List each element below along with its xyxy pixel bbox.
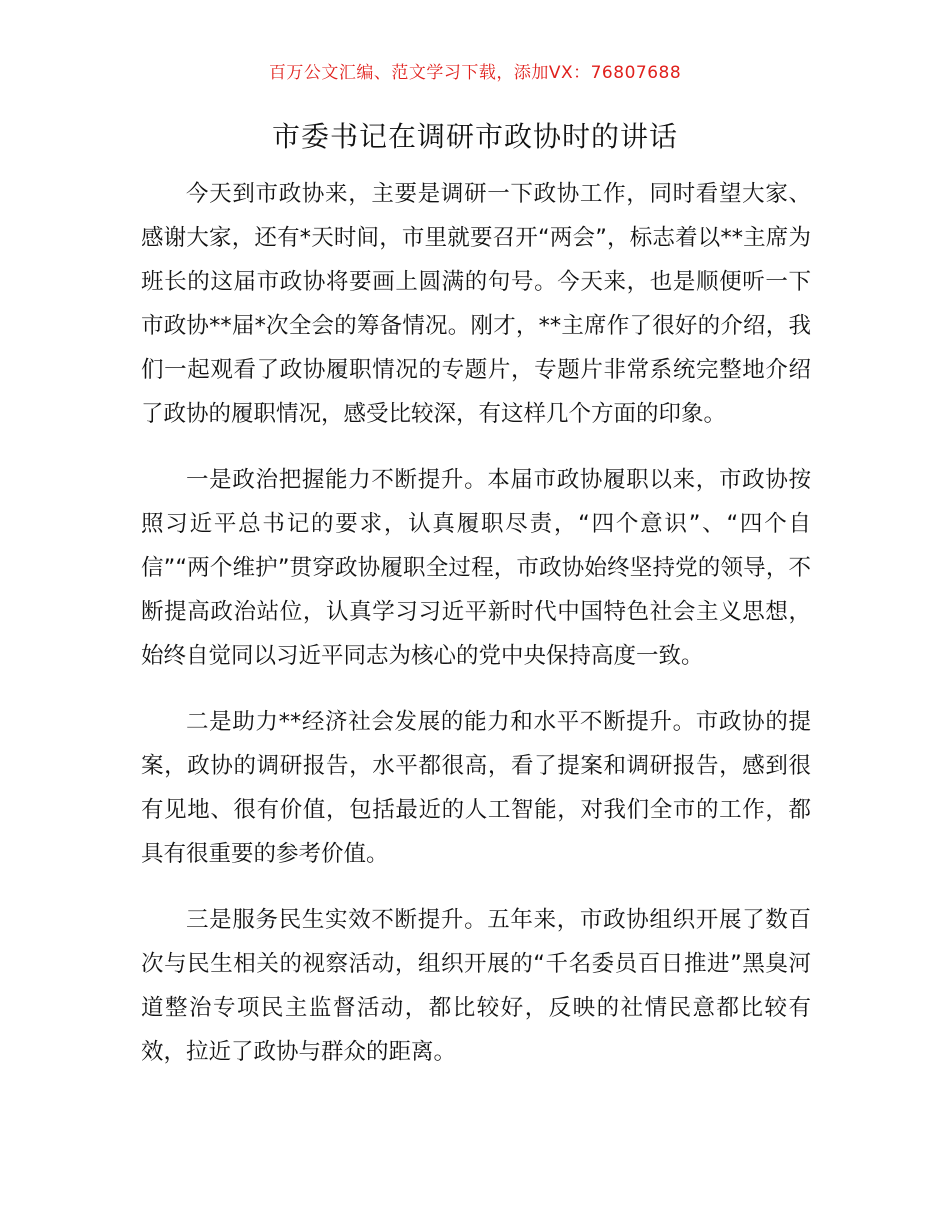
- paragraph-point-three: 三是服务民生实效不断提升。五年来，市政协组织开展了数百次与民生相关的视察活动，组织开展的“千名委员百日推进”黑臭河道整治专项民主监督活动，都比较好，反映的社情民意都比较有效，拉近了政协与群众的距离。: [141, 907, 811, 1065]
- paragraph-point-two: 二是助力**经济社会发展的能力和水平不断提升。市政协的提案，政协的调研报告，水平都很高，看了提案和调研报告，感到很有见地、很有价值，包括最近的人工智能，对我们全市的工作，都具有很重要的参考价值。: [141, 709, 811, 867]
- document-body: [141, 172, 811, 1096]
- watermark-header: 百万公文汇编、范文学习下载，添加VX：76807688: [268, 63, 682, 83]
- document-title: 市委书记在调研市政协时的讲话: [271, 120, 678, 153]
- paragraph-point-one: 一是政治把握能力不断提升。本届市政协履职以来，市政协按照习近平总书记的要求，认真履职尽责，“四个意识”、“四个自信”“两个维护”贯穿政协履职全过程，市政协始终坚持党的领导，不断提高政治站位，认真学习习近平新时代中国特色社会主义思想，始终自觉同以习近平同志为核心的党中央保持高度一致。: [141, 467, 811, 669]
- paragraph-intro: 今天到市政协来，主要是调研一下政协工作，同时看望大家、感谢大家，还有*天时间，市里就要召开“两会”，标志着以**主席为班长的这届市政协将要画上圆满的句号。今天来，也是顺便听一下市政协**届*次全会的筹备情况。刚才，**主席作了很好的介绍，我们一起观看了政协履职情况的专题片，专题片非常系统完整地介绍了政协的履职情况，感受比较深，有这样几个方面的印象。: [141, 181, 811, 427]
